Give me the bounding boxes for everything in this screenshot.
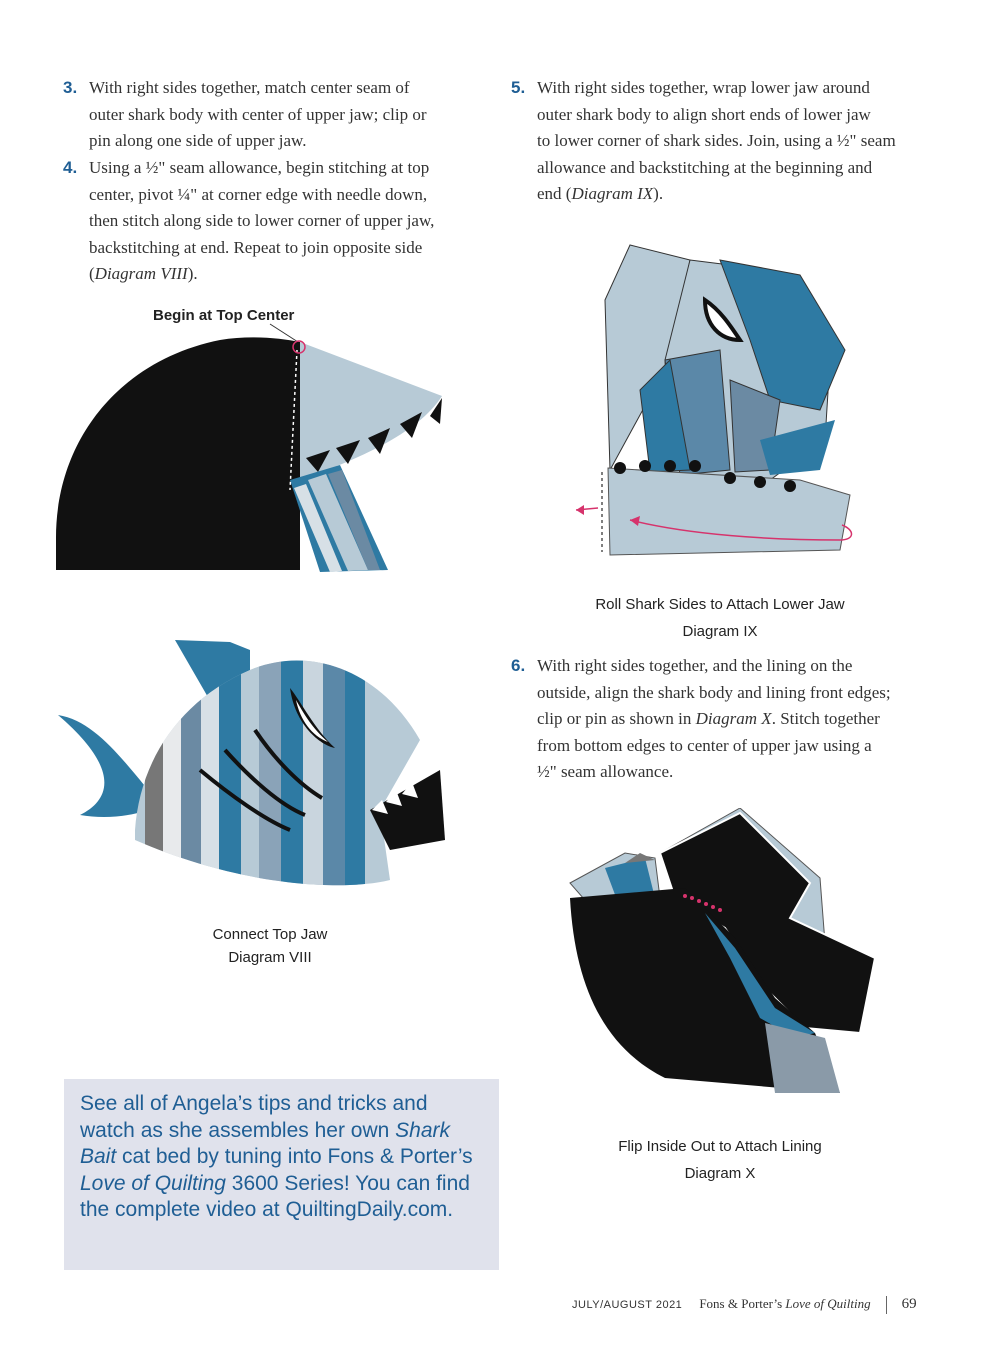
video-tip-text: See all of Angela’s tips and tricks and watch as she assembles her own Shark Bait cat bed by tuning into Fons & Porter’s Love of Quilting 3600 Series! You can find the complete video at QuiltingDaily.com.: [80, 1092, 473, 1222]
video-tip-box: [64, 1079, 499, 1270]
step-line: Using a ½" seam allowance, begin stitching at top: [89, 158, 430, 177]
diagram-viii-striped-shark-illustration: [50, 630, 450, 910]
page-number: 69: [901, 1296, 917, 1312]
diagram-reference: Diagram X: [695, 709, 772, 729]
begin-at-top-center-label: Begin at Top Center: [153, 307, 295, 324]
page-footer: [572, 1296, 917, 1314]
step-line: With right sides together, and the lining on the: [537, 656, 853, 675]
step-line: end (Diagram IX).: [537, 184, 664, 204]
diagram-x-illustration: [565, 808, 885, 1098]
diagram-name: Diagram IX: [682, 623, 758, 640]
diagram-viii-caption: [170, 926, 370, 966]
step-line: With right sides together, wrap lower jaw around: [537, 78, 870, 97]
caption-text: Connect Top Jaw: [212, 926, 328, 943]
step-line: then stitch along side to lower corner of upper jaw,: [89, 211, 435, 231]
diagram-name: Diagram VIII: [228, 949, 312, 966]
diagram-reference: Diagram IX: [571, 184, 654, 204]
step-line: outer shark body with center of upper jaw; clip or: [89, 104, 427, 124]
step-3: [63, 75, 479, 155]
caption-text: Flip Inside Out to Attach Lining: [618, 1138, 822, 1155]
step-line: center, pivot ¼" at corner edge with needle down,: [89, 184, 428, 204]
step-line: allowance and backstitching at the beginning and: [537, 157, 873, 177]
step-line: With right sides together, match center seam of: [89, 78, 410, 97]
diagram-name: Diagram X: [684, 1165, 756, 1182]
diagram-x-caption: [560, 1138, 880, 1182]
footer-divider: [886, 1296, 887, 1314]
step-5: [511, 75, 937, 208]
magazine-name: Fons & Porter’s Love of Quilting: [699, 1296, 871, 1311]
diagram-viii-upper-jaw-illustration: [50, 320, 450, 580]
step-number: 3.: [63, 78, 78, 97]
caption-text: Roll Shark Sides to Attach Lower Jaw: [595, 596, 845, 613]
issue-date: JULY/AUGUST 2021: [572, 1299, 683, 1311]
step-line: clip or pin as shown in Diagram X. Stitch together: [537, 709, 880, 729]
step-4: [63, 155, 489, 288]
step-6: [511, 653, 937, 786]
step-line: to lower corner of shark sides. Join, using a ½" seam: [537, 131, 896, 151]
show-title: Love of Quilting: [80, 1171, 226, 1195]
step-line: from bottom edges to center of upper jaw using a: [537, 735, 872, 755]
diagram-ix-illustration: [570, 240, 860, 560]
step-line: outside, align the shark body and lining front edges;: [537, 682, 891, 702]
step-number: 5.: [511, 78, 526, 97]
step-line: outer shark body to align short ends of lower jaw: [537, 104, 871, 124]
step-number: 6.: [511, 656, 526, 675]
step-line: ½" seam allowance.: [537, 762, 674, 782]
step-line: backstitching at end. Repeat to join opposite side: [89, 237, 423, 257]
step-line: (Diagram VIII).: [89, 264, 198, 284]
diagram-reference: Diagram VIII: [94, 264, 188, 284]
diagram-ix-caption: [560, 596, 880, 640]
product-title: Shark Bait: [80, 1118, 451, 1169]
step-line: pin along one side of upper jaw.: [89, 131, 307, 151]
step-number: 4.: [63, 158, 78, 177]
